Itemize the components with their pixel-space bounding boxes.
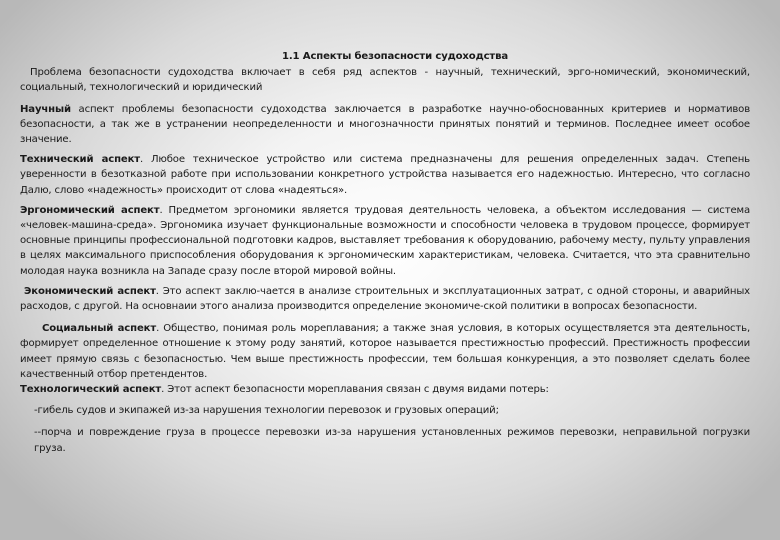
social-text: . Общество, понимая роль мореплавания; а также зная условия, в которых осуществляется эта деятельность, формирует определенное отношение к этому роду занятий, которое называется престижностью профессий. Престижность профессии имеет прямую связь с безопасностью. Чем выше престижность профессии, тем большая конкуренция, а это позволяет сделать более качественный отбор претендентов. <box>20 323 751 380</box>
ergonomic-text: . Предметом эргономики является трудовая деятельность человека, а объектом исследования — система «человек-машина-среда». Эргономика изучает функциональные возможности и способности человека в трудовом процессе, формирует основные принципы профессиональной подготовки кадров, выставляет требования к оборудованию, рабочему месту, пульту управления в целях максимального приспособления оборудования к эргономическим характеристикам, человека. Считается, что эта сравнительно молодая наука возникла на Западе сразу после второй мировой войны. <box>20 204 750 277</box>
social-paragraph <box>20 321 750 382</box>
document-body <box>20 49 750 456</box>
scientific-paragraph <box>20 102 750 148</box>
social-term: Социальный аспект <box>42 323 157 335</box>
bullet-item: --порча и повреждение груза в процессе перевозки из-за нарушения установленных режимов перевозки, неправильной погрузки груза. <box>34 427 750 454</box>
technological-term: Технологический аспект <box>20 384 162 396</box>
economic-paragraph <box>20 284 750 314</box>
ergonomic-paragraph <box>20 203 750 279</box>
technical-paragraph <box>20 152 750 198</box>
technical-text: . Любое техническое устройство или система предназначены для решения определенных задач. Степень уверенности в безотказной работе при использовании конкретного устройства называется его надежностью. Интересно, что согласно Далю, слово «надежность» происходит от слова «надеяться». <box>20 154 750 196</box>
section-title: 1.1 Аспекты безопасности судоходства <box>281 51 509 62</box>
technological-text: . Этот аспект безопасности мореплавания связан с двумя видами потерь: <box>161 384 549 396</box>
intro-paragraph: Проблема безопасности судоходства включает в себя ряд аспектов - научный, технический, эрго-номический, экономический, социальный, технологический и юридический <box>20 67 750 94</box>
technological-paragraph <box>20 382 750 397</box>
scientific-text: аспект проблемы безопасности судоходства заключается в разработке научно-обоснованных критериев и нормативов безопасности, а так же в устранении неопределенности и многозначности принятых понятий и терминов. Последнее имеет особое значение. <box>20 103 750 146</box>
bullet-item: -гибель судов и экипажей из-за нарушения технологии перевозок и грузовых операций; <box>34 405 499 417</box>
technical-term: Технический аспект <box>20 154 140 166</box>
economic-term: Экономический аспект <box>24 285 156 297</box>
economic-text: . Это аспект заклю-чается в анализе строительных и эксплуатационных затрат, с одной стороны, и аварийных расходов, с другой. На основнаии этого анализа производится определение экономиче-ской политики в вопросах безопасности. <box>20 285 750 313</box>
ergonomic-term: Эргономический аспект <box>20 204 160 216</box>
scientific-term: Научный <box>20 103 71 115</box>
